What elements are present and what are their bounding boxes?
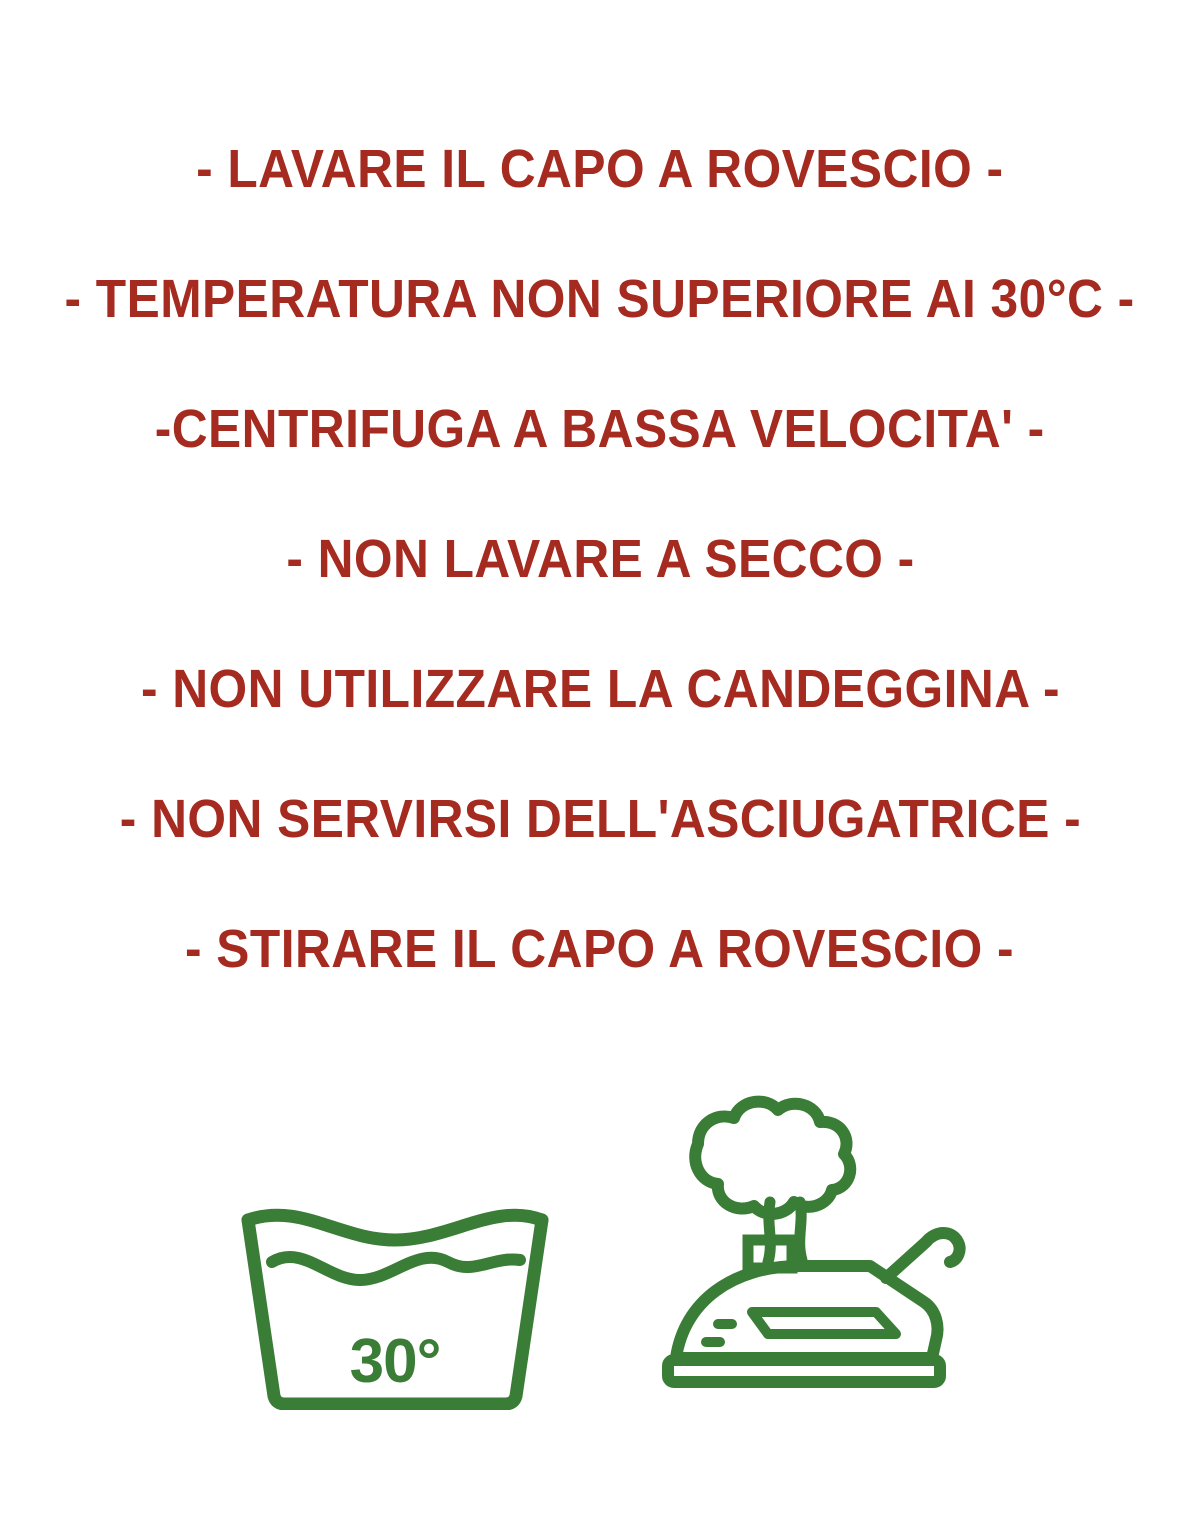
care-symbol-row [0, 1090, 1200, 1415]
instruction-line: - LAVARE IL CAPO A ROVESCIO - [196, 139, 1004, 199]
wash-tub-30-icon [230, 1200, 560, 1415]
instruction-line: -CENTRIFUGA A BASSA VELOCITA' - [155, 399, 1045, 459]
wash-temperature-label: 30° [349, 1327, 441, 1396]
instruction-line: - NON SERVIRSI DELL'ASCIUGATRICE - [119, 789, 1081, 849]
instruction-line: - NON UTILIZZARE LA CANDEGGINA - [140, 659, 1060, 719]
instruction-line: - NON LAVARE A SECCO - [285, 529, 915, 589]
instruction-line: - STIRARE IL CAPO A ROVESCIO - [185, 919, 1015, 979]
steam-iron-icon [640, 1090, 970, 1415]
instruction-line: - TEMPERATURA NON SUPERIORE AI 30°C - [64, 269, 1136, 329]
